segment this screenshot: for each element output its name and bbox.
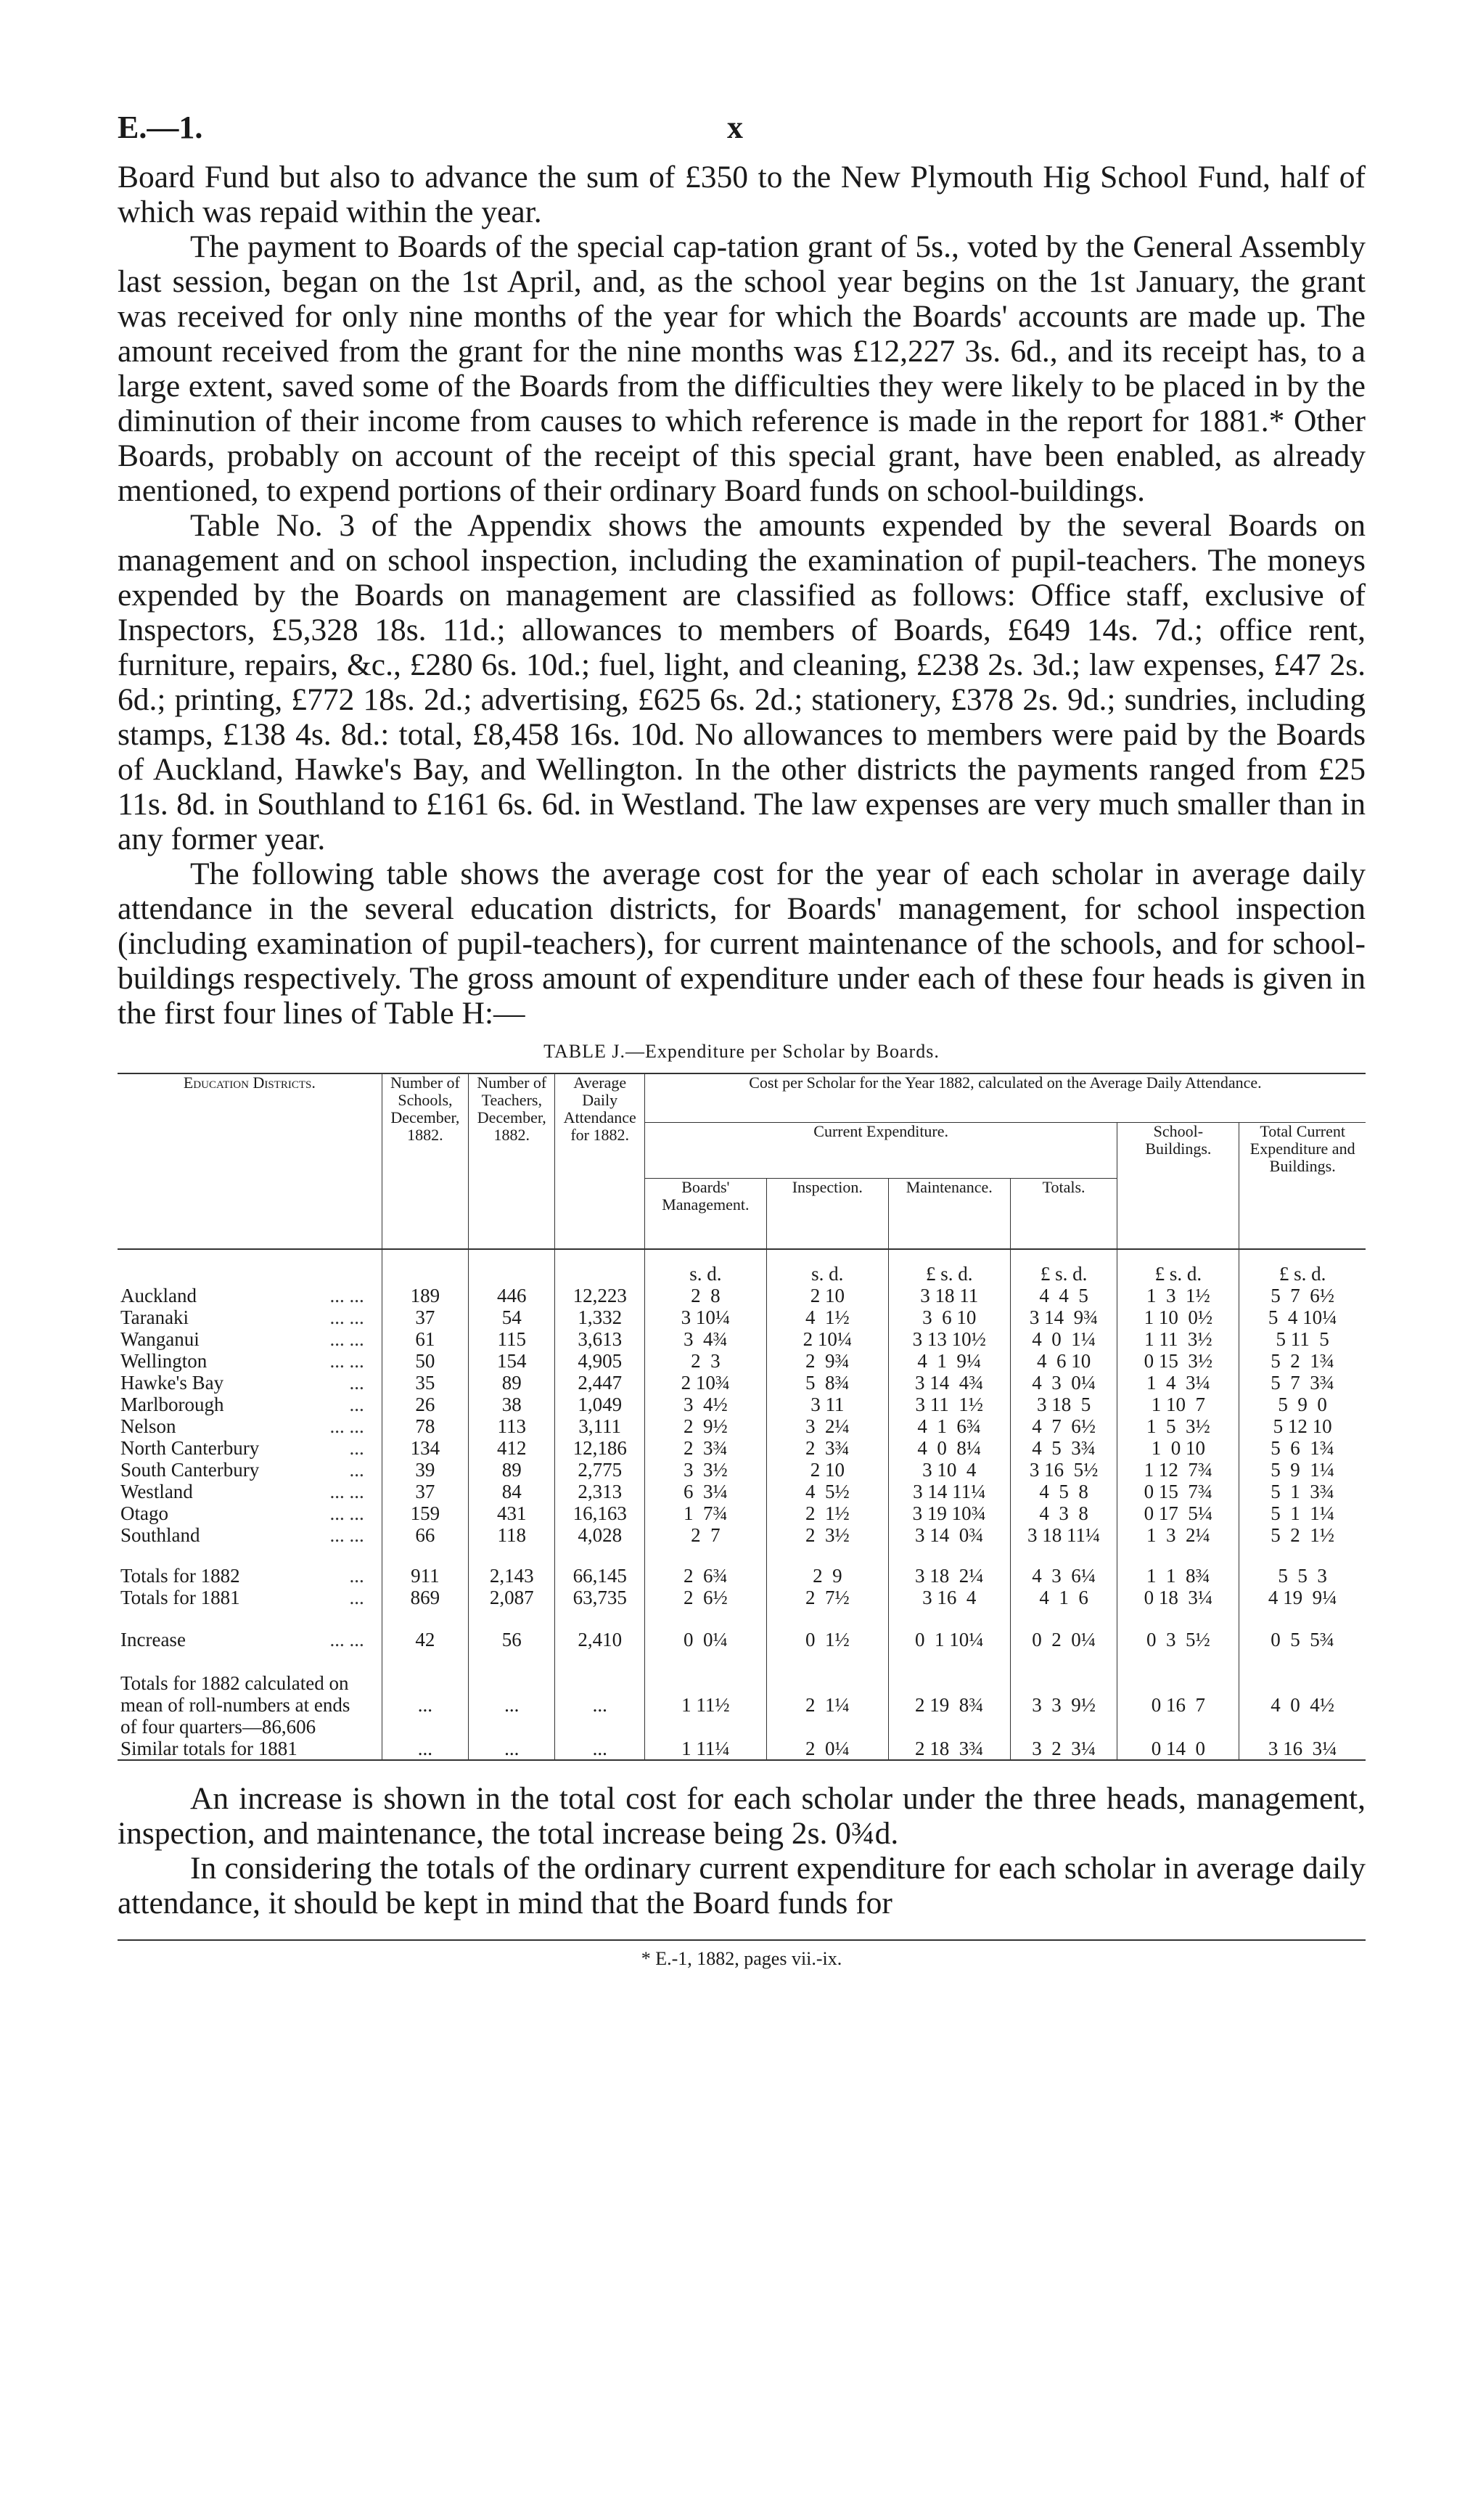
- schools-cell: 42: [382, 1608, 468, 1650]
- all-cell: 5 6 1¾: [1239, 1437, 1366, 1459]
- district-cell: [118, 1285, 382, 1306]
- attendance-cell: ...: [555, 1650, 644, 1738]
- district-name: Totals for 1881: [120, 1587, 240, 1608]
- maint-cell: 3 14 11¼: [888, 1481, 1010, 1502]
- attendance-cell: 4,028: [555, 1524, 644, 1546]
- leader-dots: ...: [349, 1372, 364, 1394]
- district-cell: [118, 1650, 382, 1738]
- tot-cell: 4 3 0¼: [1010, 1372, 1117, 1394]
- all-cell: 5 5 3: [1239, 1546, 1366, 1587]
- attendance-cell: 2,447: [555, 1372, 644, 1394]
- mean-row: [118, 1650, 1366, 1738]
- body-text-top: [118, 160, 1366, 1031]
- tot-cell: 3 18 5: [1010, 1394, 1117, 1415]
- insp-cell: 2 10: [766, 1285, 888, 1306]
- all-cell: 5 7 3¾: [1239, 1372, 1366, 1394]
- table-row: [118, 1437, 1366, 1459]
- teachers-cell: 56: [469, 1608, 555, 1650]
- table-row: [118, 1394, 1366, 1415]
- maint-cell: 3 18 11: [888, 1285, 1010, 1306]
- attendance-cell: 3,613: [555, 1328, 644, 1350]
- mean-row: [118, 1738, 1366, 1760]
- leader-dots: ...: [349, 1394, 364, 1415]
- table-caption: TABLE J.—Expenditure per Scholar by Boards.: [543, 1041, 940, 1062]
- district-name: Otago: [120, 1502, 168, 1524]
- table-row: [118, 1481, 1366, 1502]
- expenditure-table: [118, 1073, 1366, 1761]
- teachers-cell: 54: [469, 1306, 555, 1328]
- header-management: Boards' Management.: [644, 1179, 766, 1250]
- bld-cell: 0 3 5½: [1117, 1608, 1239, 1650]
- leader-dots: ... ...: [329, 1285, 364, 1306]
- header-inspection: Inspection.: [766, 1179, 888, 1250]
- schools-cell: 35: [382, 1372, 468, 1394]
- tot-cell: 3 14 9¾: [1010, 1306, 1117, 1328]
- district-cell: [118, 1415, 382, 1437]
- maint-cell: 3 18 2¼: [888, 1546, 1010, 1587]
- paragraph: An increase is shown in the total cost for each scholar under the three heads, management, inspection, and maintenance, the total increase being 2s. 0¾d.: [118, 1781, 1366, 1851]
- teachers-cell: 2,143: [469, 1546, 555, 1587]
- table-row: [118, 1415, 1366, 1437]
- bld-cell: 0 14 0: [1117, 1738, 1239, 1760]
- insp-cell: 3 2¼: [766, 1415, 888, 1437]
- leader-dots: ...: [349, 1587, 364, 1608]
- paragraph: Board Fund but also to advance the sum of £350 to the New Plymouth Hig School Fund, half of which was repaid within the year.: [118, 160, 1366, 229]
- district-cell: [118, 1437, 382, 1459]
- all-cell: 5 2 1¾: [1239, 1350, 1366, 1372]
- tot-cell: 3 16 5½: [1010, 1459, 1117, 1481]
- table-row: [118, 1459, 1366, 1481]
- mgmt-cell: 2 7: [644, 1524, 766, 1546]
- leader-dots: ... ...: [329, 1629, 364, 1650]
- schools-cell: 61: [382, 1328, 468, 1350]
- district-name: Totals for 1882 calculated on mean of roll-numbers at ends of four quarters—86,606: [120, 1672, 350, 1738]
- leader-dots: ... ...: [329, 1328, 364, 1350]
- district-cell: [118, 1481, 382, 1502]
- tot-cell: 4 5 3¾: [1010, 1437, 1117, 1459]
- mgmt-cell: 2 6½: [644, 1587, 766, 1608]
- insp-cell: 2 1½: [766, 1502, 888, 1524]
- bld-cell: 0 17 5¼: [1117, 1502, 1239, 1524]
- insp-cell: 4 1½: [766, 1306, 888, 1328]
- leader-dots: ...: [349, 1459, 364, 1481]
- insp-cell: 2 7½: [766, 1587, 888, 1608]
- tot-cell: 3 3 9½: [1010, 1650, 1117, 1738]
- district-cell: [118, 1608, 382, 1650]
- all-cell: 5 2 1½: [1239, 1524, 1366, 1546]
- mgmt-cell: 1 11¼: [644, 1738, 766, 1760]
- teachers-cell: 113: [469, 1415, 555, 1437]
- schools-cell: 869: [382, 1587, 468, 1608]
- district-name: Wellington: [120, 1350, 208, 1372]
- teachers-cell: 115: [469, 1328, 555, 1350]
- maint-cell: 2 19 8¾: [888, 1650, 1010, 1738]
- district-cell: [118, 1502, 382, 1524]
- maint-cell: 4 1 9¼: [888, 1350, 1010, 1372]
- unit-label: £ s. d.: [888, 1249, 1010, 1285]
- district-cell: [118, 1587, 382, 1608]
- district-name: Marlborough: [120, 1394, 224, 1415]
- attendance-cell: 2,410: [555, 1608, 644, 1650]
- header-teachers: Number of Teachers, December, 1882.: [469, 1073, 555, 1249]
- all-cell: 5 1 1¼: [1239, 1502, 1366, 1524]
- leader-dots: ... ...: [329, 1502, 364, 1524]
- district-cell: [118, 1524, 382, 1546]
- mgmt-cell: 6 3¼: [644, 1481, 766, 1502]
- district-cell: [118, 1394, 382, 1415]
- attendance-cell: ...: [555, 1738, 644, 1760]
- unit-label: s. d.: [644, 1249, 766, 1285]
- bld-cell: 1 1 8¾: [1117, 1546, 1239, 1587]
- insp-cell: 2 0¼: [766, 1738, 888, 1760]
- insp-cell: 2 1¼: [766, 1650, 888, 1738]
- district-cell: [118, 1328, 382, 1350]
- maint-cell: 3 6 10: [888, 1306, 1010, 1328]
- mgmt-cell: 2 8: [644, 1285, 766, 1306]
- insp-cell: 0 1½: [766, 1608, 888, 1650]
- bld-cell: 1 5 3½: [1117, 1415, 1239, 1437]
- all-cell: 5 1 3¾: [1239, 1481, 1366, 1502]
- bld-cell: 0 15 7¾: [1117, 1481, 1239, 1502]
- all-cell: 5 7 6½: [1239, 1285, 1366, 1306]
- all-cell: 5 4 10¼: [1239, 1306, 1366, 1328]
- attendance-cell: 63,735: [555, 1587, 644, 1608]
- attendance-cell: 12,223: [555, 1285, 644, 1306]
- attendance-cell: 2,775: [555, 1459, 644, 1481]
- maint-cell: 3 14 0¾: [888, 1524, 1010, 1546]
- maint-cell: 0 1 10¼: [888, 1608, 1010, 1650]
- leader-dots: ... ...: [329, 1306, 364, 1328]
- all-cell: 0 5 5¾: [1239, 1608, 1366, 1650]
- mgmt-cell: 3 10¼: [644, 1306, 766, 1328]
- tot-cell: 4 3 8: [1010, 1502, 1117, 1524]
- bld-cell: 1 10 7: [1117, 1394, 1239, 1415]
- teachers-cell: 154: [469, 1350, 555, 1372]
- district-name: Westland: [120, 1481, 193, 1502]
- body-text-bottom: [118, 1781, 1366, 1920]
- tot-cell: 3 2 3¼: [1010, 1738, 1117, 1760]
- mgmt-cell: 2 10¾: [644, 1372, 766, 1394]
- page-header: [118, 109, 1366, 160]
- teachers-cell: ...: [469, 1650, 555, 1738]
- tot-cell: 4 4 5: [1010, 1285, 1117, 1306]
- district-cell: [118, 1306, 382, 1328]
- attendance-cell: 66,145: [555, 1546, 644, 1587]
- all-cell: 5 9 0: [1239, 1394, 1366, 1415]
- tot-cell: 3 18 11¼: [1010, 1524, 1117, 1546]
- page: [118, 109, 1366, 1970]
- schools-cell: 37: [382, 1481, 468, 1502]
- schools-cell: 78: [382, 1415, 468, 1437]
- tot-cell: 4 7 6½: [1010, 1415, 1117, 1437]
- mgmt-cell: 2 6¾: [644, 1546, 766, 1587]
- header-cost-group: Cost per Scholar for the Year 1882, calculated on the Average Daily Attendance.: [644, 1073, 1366, 1123]
- maint-cell: 3 11 1½: [888, 1394, 1010, 1415]
- tot-cell: 4 6 10: [1010, 1350, 1117, 1372]
- bld-cell: 0 16 7: [1117, 1650, 1239, 1738]
- leader-dots: ... ...: [329, 1415, 364, 1437]
- bld-cell: 1 4 3¼: [1117, 1372, 1239, 1394]
- attendance-cell: 1,332: [555, 1306, 644, 1328]
- tot-cell: 4 1 6: [1010, 1587, 1117, 1608]
- units-row: [118, 1249, 1366, 1285]
- paragraph: The payment to Boards of the special cap-tation grant of 5s., voted by the General Assembly last session, began on the 1st April, and, as the school year begins on the 1st January, the grant was received for only nine months of the year for which the Boards' accounts are made up. The amount received from the grant for the nine months was £12,227 3s. 6d., and its receipt has, to a large extent, saved some of the Boards from the difficulties they were likely to be placed in by the diminution of their income from causes to which reference is made in the report for 1881.* Other Boards, probably on account of the receipt of this special grant, have been enabled, as already mentioned, to expend portions of their ordinary Board funds on school-buildings.: [118, 229, 1366, 508]
- bld-cell: 0 18 3¼: [1117, 1587, 1239, 1608]
- insp-cell: 2 10: [766, 1459, 888, 1481]
- maint-cell: 3 16 4: [888, 1587, 1010, 1608]
- increase-row: [118, 1608, 1366, 1650]
- all-cell: 4 19 9¼: [1239, 1587, 1366, 1608]
- table-row: [118, 1502, 1366, 1524]
- header-districts: Education Districts.: [183, 1073, 316, 1092]
- maint-cell: 2 18 3¾: [888, 1738, 1010, 1760]
- mgmt-cell: 2 3: [644, 1350, 766, 1372]
- district-name: Hawke's Bay: [120, 1372, 224, 1394]
- attendance-cell: 2,313: [555, 1481, 644, 1502]
- schools-cell: 189: [382, 1285, 468, 1306]
- table-row: [118, 1328, 1366, 1350]
- paragraph: The following table shows the average cost for the year of each scholar in average daily attendance in the several education districts, for Boards' management, for school inspection (including examination of pupil-teachers), for current maintenance of the schools, and for school-buildings respectively. The gross amount of expenditure under each of these four heads is given in the first four lines of Table H:—: [118, 856, 1366, 1031]
- table-row: [118, 1350, 1366, 1372]
- all-cell: 5 11 5: [1239, 1328, 1366, 1350]
- teachers-cell: 38: [469, 1394, 555, 1415]
- maint-cell: 3 19 10¾: [888, 1502, 1010, 1524]
- all-cell: 3 16 3¼: [1239, 1738, 1366, 1760]
- teachers-cell: 89: [469, 1372, 555, 1394]
- bld-cell: 0 15 3½: [1117, 1350, 1239, 1372]
- table-row: [118, 1372, 1366, 1394]
- tot-cell: 4 0 1¼: [1010, 1328, 1117, 1350]
- district-cell: [118, 1738, 382, 1760]
- tot-cell: 0 2 0¼: [1010, 1608, 1117, 1650]
- unit-label: £ s. d.: [1239, 1249, 1366, 1285]
- insp-cell: 2 3¾: [766, 1437, 888, 1459]
- insp-cell: 2 9¾: [766, 1350, 888, 1372]
- district-cell: [118, 1372, 382, 1394]
- header-attendance: Average Daily Attendance for 1882.: [555, 1073, 644, 1249]
- paragraph: In considering the totals of the ordinary current expenditure for each scholar in average daily attendance, it should be kept in mind that the Board funds for: [118, 1851, 1366, 1920]
- unit-label: £ s. d.: [1010, 1249, 1117, 1285]
- leader-dots: ...: [349, 1565, 364, 1587]
- district-name: Southland: [120, 1524, 200, 1546]
- tot-cell: 4 5 8: [1010, 1481, 1117, 1502]
- table-body: [118, 1249, 1366, 1760]
- insp-cell: 5 8¾: [766, 1372, 888, 1394]
- schools-cell: 26: [382, 1394, 468, 1415]
- unit-label: s. d.: [766, 1249, 888, 1285]
- district-cell: [118, 1546, 382, 1587]
- totals-row: [118, 1587, 1366, 1608]
- paragraph: Table No. 3 of the Appendix shows the amounts expended by the several Boards on management and on school inspection, including the examination of pupil-teachers. The moneys expended by the Boards on management are classified as follows: Office staff, exclusive of Inspectors, £5,328 18s. 11d.; allowances to members of Boards, £649 14s. 7d.; office rent, furniture, repairs, &c., £280 6s. 10d.; fuel, light, and cleaning, £238 2s. 3d.; law expenses, £47 2s. 6d.; printing, £772 18s. 2d.; advertising, £625 6s. 2d.; stationery, £378 2s. 9d.; sundries, including stamps, £138 4s. 8d.: total, £8,458 16s. 10d. No allowances to members were paid by the Boards of Auckland, Hawke's Bay, and Wellington. In the other districts the payments ranged from £25 11s. 8d. in Southland to £161 6s. 6d. in Westland. The law expenses are very much smaller than in any former year.: [118, 508, 1366, 856]
- mgmt-cell: 3 4¾: [644, 1328, 766, 1350]
- mgmt-cell: 3 3½: [644, 1459, 766, 1481]
- insp-cell: 2 10¼: [766, 1328, 888, 1350]
- header-totals: Totals.: [1010, 1179, 1117, 1250]
- teachers-cell: ...: [469, 1738, 555, 1760]
- bld-cell: 1 11 3½: [1117, 1328, 1239, 1350]
- district-cell: [118, 1350, 382, 1372]
- district-name: Nelson: [120, 1415, 176, 1437]
- schools-cell: 134: [382, 1437, 468, 1459]
- leader-dots: ... ...: [329, 1524, 364, 1546]
- insp-cell: 4 5½: [766, 1481, 888, 1502]
- totals-row: [118, 1546, 1366, 1587]
- mgmt-cell: 2 3¾: [644, 1437, 766, 1459]
- header-schools: Number of Schools, December, 1882.: [382, 1073, 468, 1249]
- maint-cell: 3 10 4: [888, 1459, 1010, 1481]
- teachers-cell: 118: [469, 1524, 555, 1546]
- district-name: Similar totals for 1881: [120, 1738, 297, 1759]
- maint-cell: 3 14 4¾: [888, 1372, 1010, 1394]
- schools-cell: 159: [382, 1502, 468, 1524]
- mgmt-cell: 1 11½: [644, 1650, 766, 1738]
- schools-cell: ...: [382, 1650, 468, 1738]
- bld-cell: 1 3 1½: [1117, 1285, 1239, 1306]
- schools-cell: 37: [382, 1306, 468, 1328]
- insp-cell: 2 3½: [766, 1524, 888, 1546]
- header-maintenance: Maintenance.: [888, 1179, 1010, 1250]
- mgmt-cell: 0 0¼: [644, 1608, 766, 1650]
- table-row: [118, 1524, 1366, 1546]
- attendance-cell: 4,905: [555, 1350, 644, 1372]
- attendance-cell: 16,163: [555, 1502, 644, 1524]
- schools-cell: 50: [382, 1350, 468, 1372]
- insp-cell: 2 9: [766, 1546, 888, 1587]
- header-total-all: Total Current Expenditure and Buildings.: [1239, 1123, 1366, 1250]
- bld-cell: 1 10 0½: [1117, 1306, 1239, 1328]
- footnote-rule: [118, 1939, 1366, 1941]
- bld-cell: 1 0 10: [1117, 1437, 1239, 1459]
- header-current-expenditure: Current Expenditure.: [644, 1123, 1117, 1179]
- teachers-cell: 446: [469, 1285, 555, 1306]
- mgmt-cell: 2 9½: [644, 1415, 766, 1437]
- maint-cell: 3 13 10½: [888, 1328, 1010, 1350]
- district-name: Wanganui: [120, 1328, 200, 1350]
- attendance-cell: 3,111: [555, 1415, 644, 1437]
- all-cell: 5 12 10: [1239, 1415, 1366, 1437]
- attendance-cell: 12,186: [555, 1437, 644, 1459]
- district-name: Auckland: [120, 1285, 197, 1306]
- maint-cell: 4 0 8¼: [888, 1437, 1010, 1459]
- document-reference: E.—1.: [118, 110, 203, 145]
- maint-cell: 4 1 6¾: [888, 1415, 1010, 1437]
- insp-cell: 3 11: [766, 1394, 888, 1415]
- attendance-cell: 1,049: [555, 1394, 644, 1415]
- district-name: North Canterbury: [120, 1437, 260, 1459]
- table-row: [118, 1306, 1366, 1328]
- mgmt-cell: 3 4½: [644, 1394, 766, 1415]
- schools-cell: ...: [382, 1738, 468, 1760]
- teachers-cell: 431: [469, 1502, 555, 1524]
- district-name: Taranaki: [120, 1306, 189, 1328]
- district-name: Increase: [120, 1629, 186, 1650]
- mgmt-cell: 1 7¾: [644, 1502, 766, 1524]
- footnote: * E.-1, 1882, pages vii.-ix.: [641, 1948, 842, 1969]
- teachers-cell: 2,087: [469, 1587, 555, 1608]
- table-row: [118, 1285, 1366, 1306]
- tot-cell: 4 3 6¼: [1010, 1546, 1117, 1587]
- page-number: x: [727, 110, 743, 145]
- leader-dots: ... ...: [329, 1350, 364, 1372]
- unit-label: £ s. d.: [1117, 1249, 1239, 1285]
- all-cell: 5 9 1¼: [1239, 1459, 1366, 1481]
- teachers-cell: 412: [469, 1437, 555, 1459]
- header-buildings: School-Buildings.: [1117, 1123, 1239, 1250]
- teachers-cell: 84: [469, 1481, 555, 1502]
- leader-dots: ...: [349, 1437, 364, 1459]
- schools-cell: 911: [382, 1546, 468, 1587]
- leader-dots: ... ...: [329, 1481, 364, 1502]
- district-name: South Canterbury: [120, 1459, 260, 1481]
- teachers-cell: 89: [469, 1459, 555, 1481]
- bld-cell: 1 3 2¼: [1117, 1524, 1239, 1546]
- district-cell: [118, 1459, 382, 1481]
- all-cell: 4 0 4½: [1239, 1650, 1366, 1738]
- bld-cell: 1 12 7¾: [1117, 1459, 1239, 1481]
- schools-cell: 39: [382, 1459, 468, 1481]
- district-name: Totals for 1882: [120, 1565, 240, 1587]
- schools-cell: 66: [382, 1524, 468, 1546]
